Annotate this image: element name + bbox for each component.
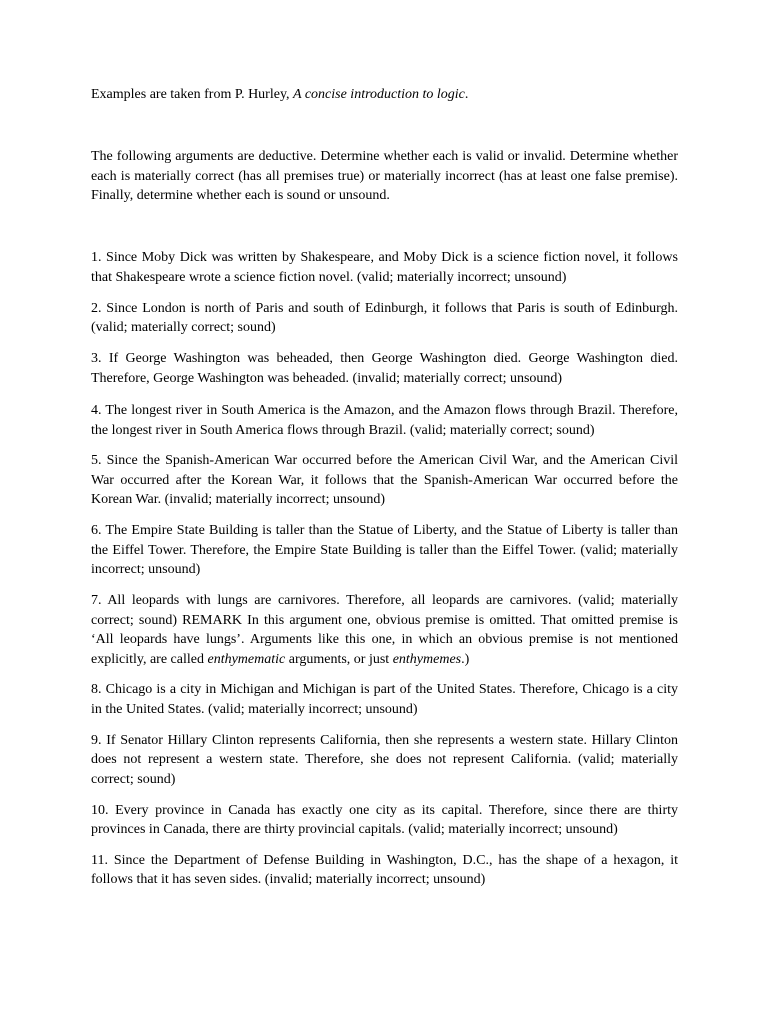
exercise-7-text-a: 7. All leopards with lungs are carnivores. Therefore, all leopards are carnivores. (valid; materially correct; sound) REMARK In this argument one, obvious premise is omitted. That omitted premise is ‘All leopards have lungs’. Arguments like this one, in which an obvious premise is not mentioned explicitly, are called: [91, 593, 678, 667]
term-enthymematic: enthymematic: [207, 651, 286, 667]
term-enthymemes: enthymemes: [392, 651, 462, 667]
exercise-item-11: 11. Since the Department of Defense Building in Washington, D.C., has the shape of a hexagon, it follows that it has seven sides. (invalid; materially incorrect; unsound): [91, 852, 678, 887]
exercise-item-2: 2. Since London is north of Paris and south of Edinburgh, it follows that Paris is south of Edinburgh. (valid; materially correct; sound): [91, 300, 678, 335]
exercise-item-6: 6. The Empire State Building is taller than the Statue of Liberty, and the Statue of Liberty is taller than the Eiffel Tower. Therefore, the Empire State Building is taller than the Eiffel Tower. (valid; materially incorrect; unsound): [91, 523, 678, 577]
book-title: A concise introduction to logic: [293, 87, 465, 102]
source-prefix: Examples are taken from P. Hurley,: [91, 87, 294, 102]
exercise-item-10: 10. Every province in Canada has exactly one city as its capital. Therefore, since there are thirty provinces in Canada, there are thirty provincial capitals. (valid; materially incorrect; unsound): [91, 802, 678, 837]
exercise-list: [91, 248, 678, 901]
source-suffix: .: [464, 87, 469, 102]
source-citation: [91, 85, 678, 105]
instructions-paragraph: The following arguments are deductive. Determine whether each is valid or invalid. Determine whether each is materially correct (has all premises true) or materially incorrect (has at least one false premise). Finally, determine whether each is sound or unsound.: [91, 149, 678, 203]
exercise-item-8: 8. Chicago is a city in Michigan and Michigan is part of the United States. Therefore, Chicago is a city in the United States. (valid; materially incorrect; unsound): [91, 682, 678, 717]
exercise-7-text-c: .): [461, 651, 470, 667]
exercise-item-5: 5. Since the Spanish-American War occurred before the American Civil War, and the American Civil War occurred after the Korean War, it follows that the Spanish-American War occurred before the Korean War. (invalid; materially incorrect; unsound): [91, 453, 678, 507]
exercise-item-9: 9. If Senator Hillary Clinton represents California, then she represents a western state. Hillary Clinton does not represent a western state. Therefore, she does not represent California. (valid; materially correct; sound): [91, 732, 678, 787]
exercise-item-3: 3. If George Washington was beheaded, then George Washington died. George Washington died. Therefore, George Washington was beheaded. (invalid; materially correct; unsound): [91, 351, 678, 386]
exercise-item-7: [91, 591, 678, 669]
exercise-item-1: 1. Since Moby Dick was written by Shakespeare, and Moby Dick is a science fiction novel, it follows that Shakespeare wrote a science fiction novel. (valid; materially incorrect; unsound): [91, 250, 678, 285]
exercise-item-4: 4. The longest river in South America is the Amazon, and the Amazon flows through Brazil. Therefore, the longest river in South America flows through Brazil. (valid; materially correct; sound): [91, 403, 678, 438]
exercise-7-text-b: arguments, or just: [285, 651, 393, 667]
